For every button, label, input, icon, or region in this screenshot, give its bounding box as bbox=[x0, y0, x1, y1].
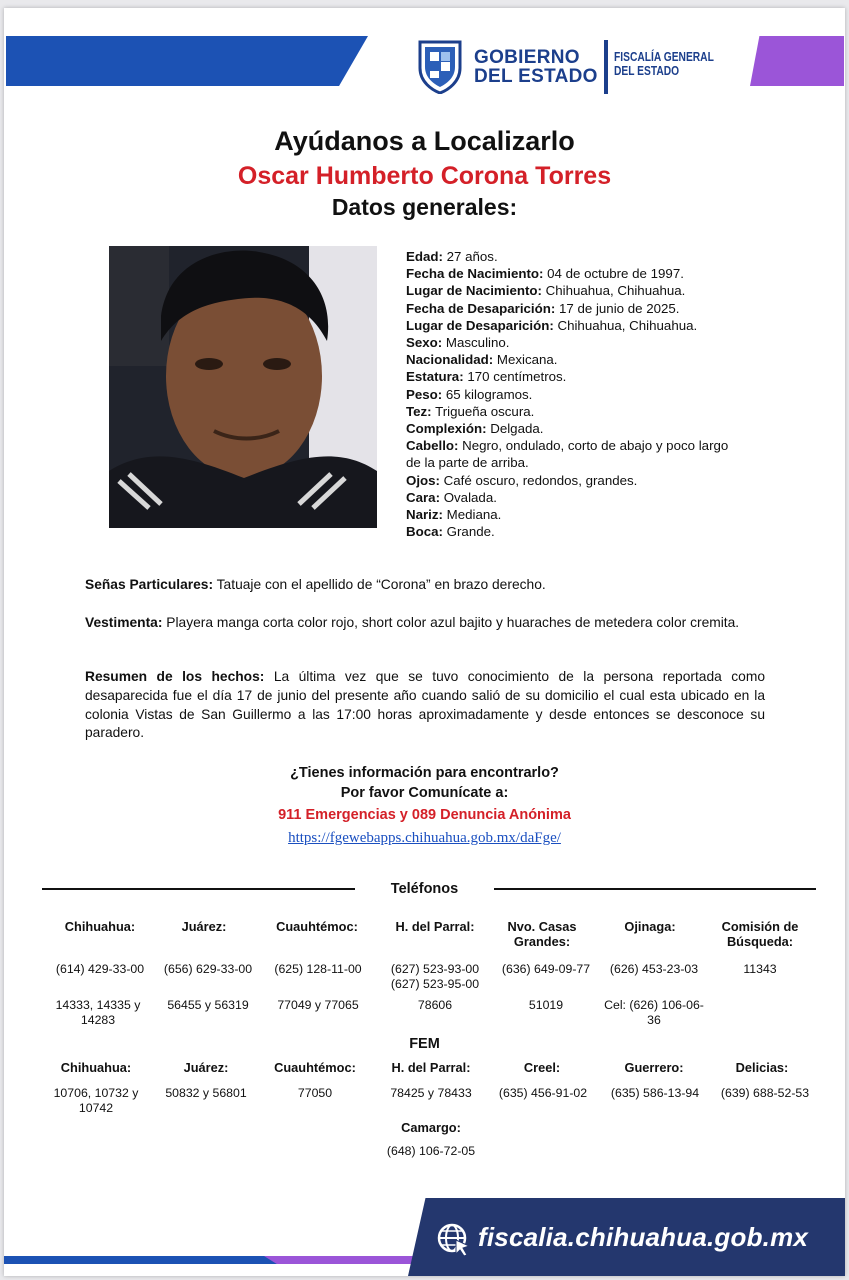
tel-ext-juarez: 56455 y 56319 bbox=[167, 998, 249, 1012]
tel-header-parral: H. del Parral: bbox=[395, 919, 475, 934]
general-details bbox=[406, 248, 746, 540]
logo-divider bbox=[604, 40, 608, 94]
fem-value-camargo: (648) 106-72-05 bbox=[386, 1144, 476, 1158]
vestimenta: Vestimenta: Playera manga corta color rojo, short color azul bajito y huaraches de metedera color cremita. bbox=[85, 615, 740, 630]
fiscalia-line-1: FISCALÍA GENERAL bbox=[614, 50, 714, 64]
detail-nariz: Nariz: Mediana. bbox=[406, 507, 502, 523]
cta-please: Por favor Comunícate a: bbox=[340, 785, 509, 801]
gobierno-line-2: DEL ESTADO bbox=[474, 66, 598, 87]
fem-value-juarez: 50832 y 56801 bbox=[165, 1086, 247, 1100]
detail-ojos: Ojos: Café oscuro, redondos, grandes. bbox=[406, 472, 638, 488]
detail-tez: Tez: Trigueña oscura. bbox=[406, 403, 535, 419]
detail-boca: Boca: Grande. bbox=[406, 524, 495, 540]
fiscalia-logo bbox=[614, 50, 714, 78]
tel-ext-cuauhtemoc: 77049 y 77065 bbox=[277, 998, 359, 1012]
fem-value-cuauhtemoc: 77050 bbox=[297, 1086, 333, 1100]
detail-lugar-desaparicion: Lugar de Desaparición: Chihuahua, Chihuahua. bbox=[406, 317, 698, 333]
report-link[interactable]: https://fgewebapps.chihuahua.gob.mx/daFge/ bbox=[288, 830, 561, 846]
fem-value-delicias: (639) 688-52-53 bbox=[720, 1086, 810, 1100]
header-purple-band bbox=[750, 36, 844, 86]
fem-value-chihuahua: 10706, 10732 y 10742 bbox=[53, 1086, 139, 1115]
fem-value-guerrero: (635) 586-13-94 bbox=[610, 1086, 700, 1100]
detail-fecha-desaparicion: Fecha de Desaparición: 17 de junio de 2025. bbox=[406, 300, 680, 316]
fem-header-juarez: Juárez: bbox=[183, 1060, 229, 1075]
tel-ext-chihuahua: 14333, 14335 y 14283 bbox=[55, 998, 141, 1027]
cta-question: ¿Tienes información para encontrarlo? bbox=[290, 765, 559, 781]
tel-phone-cuauhtemoc: (625) 128-11-00 bbox=[274, 962, 362, 976]
detail-estatura: Estatura: 170 centímetros. bbox=[406, 369, 567, 385]
tel-phone-comision: 11343 bbox=[743, 962, 777, 976]
datos-generales-heading: Datos generales: bbox=[331, 194, 518, 220]
fem-value-parral: 78425 y 78433 bbox=[390, 1086, 472, 1100]
header-blue-band bbox=[6, 36, 368, 86]
detail-fecha-nacimiento: Fecha de Nacimiento: 04 de octubre de 1997. bbox=[406, 266, 684, 282]
tel-phone-nvo-casas-grandes: (636) 649-09-77 bbox=[501, 962, 591, 976]
tel-ext-ojinaga: Cel: (626) 106-06-36 bbox=[604, 998, 704, 1027]
fem-header-cuauhtemoc: Cuauhtémoc: bbox=[274, 1060, 356, 1075]
fiscalia-line-2: DEL ESTADO bbox=[614, 64, 680, 78]
tel-phone-juarez: (656) 629-33-00 bbox=[163, 962, 253, 976]
tel-header-chihuahua: Chihuahua: bbox=[64, 919, 136, 934]
person-name: Oscar Humberto Corona Torres bbox=[237, 162, 612, 190]
detail-cabello: Cabello: Negro, ondulado, corto de abajo y poco largo de la parte de arriba. bbox=[406, 438, 729, 471]
fem-heading: FEM bbox=[409, 1036, 440, 1052]
gobierno-line-1: GOBIERNO bbox=[474, 47, 580, 68]
fem-header-parral: H. del Parral: bbox=[391, 1060, 471, 1075]
senas-particulares: Señas Particulares: Tatuaje con el apellido de “Corona” en brazo derecho. bbox=[85, 577, 546, 592]
resumen-hechos: Resumen de los hechos: La última vez que se tuvo conocimiento de la persona reportada como desaparecida fue el día 17 de junio del presente año cuando salió de su domicilio el cual esta ubicado en la colonia Vistas de San Guillermo a las 17:00 horas aproximadamente y desde entonces se desconoce su paradero. bbox=[85, 669, 765, 741]
fem-header-chihuahua: Chihuahua: bbox=[60, 1060, 132, 1075]
state-shield-icon bbox=[416, 38, 464, 94]
tel-header-juarez: Juárez: bbox=[181, 919, 227, 934]
detail-complexion: Complexión: Delgada. bbox=[406, 421, 544, 437]
tel-ext-parral: 78606 bbox=[417, 998, 453, 1012]
detail-lugar-nacimiento: Lugar de Nacimiento: Chihuahua, Chihuahua. bbox=[406, 283, 686, 299]
tel-header-nvo-casas-grandes: Nvo. Casas Grandes: bbox=[507, 919, 577, 949]
detail-sexo: Sexo: Masculino. bbox=[406, 335, 510, 351]
tel-phone-parral: (627) 523-93-00 (627) 523-95-00 bbox=[390, 962, 480, 991]
detail-nacionalidad: Nacionalidad: Mexicana. bbox=[406, 352, 558, 368]
tel-header-ojinaga: Ojinaga: bbox=[624, 919, 676, 934]
tel-phone-ojinaga: (626) 453-23-03 bbox=[609, 962, 699, 976]
globe-cursor-icon bbox=[436, 1222, 472, 1258]
cta-emergency-numbers: 911 Emergencias y 089 Denuncia Anónima bbox=[278, 807, 571, 823]
detail-edad: Edad: 27 años. bbox=[406, 249, 498, 264]
flyer-title: Ayúdanos a Localizarlo bbox=[274, 126, 575, 156]
tel-header-comision: Comisión de Búsqueda: bbox=[721, 919, 799, 949]
fem-header-delicias: Delicias: bbox=[735, 1060, 789, 1075]
fem-header-guerrero: Guerrero: bbox=[624, 1060, 684, 1075]
tel-phone-chihuahua: (614) 429-33-00 bbox=[55, 962, 145, 976]
tel-ext-nvo-casas-grandes: 51019 bbox=[528, 998, 564, 1012]
gobierno-del-estado-logo bbox=[474, 48, 598, 86]
telefonos-heading: Teléfonos bbox=[390, 881, 459, 897]
detail-peso: Peso: 65 kilogramos. bbox=[406, 386, 533, 402]
detail-cara: Cara: Ovalada. bbox=[406, 489, 497, 505]
fem-header-camargo: Camargo: bbox=[401, 1120, 461, 1135]
missing-person-flyer bbox=[4, 8, 845, 1276]
footer-purple-line bbox=[264, 1256, 424, 1264]
person-photo bbox=[109, 246, 377, 528]
tel-header-cuauhtemoc: Cuauhtémoc: bbox=[276, 919, 358, 934]
fem-value-creel: (635) 456-91-02 bbox=[498, 1086, 588, 1100]
footer-website[interactable]: fiscalia.chihuahua.gob.mx bbox=[478, 1222, 809, 1252]
fem-header-creel: Creel: bbox=[523, 1060, 561, 1075]
